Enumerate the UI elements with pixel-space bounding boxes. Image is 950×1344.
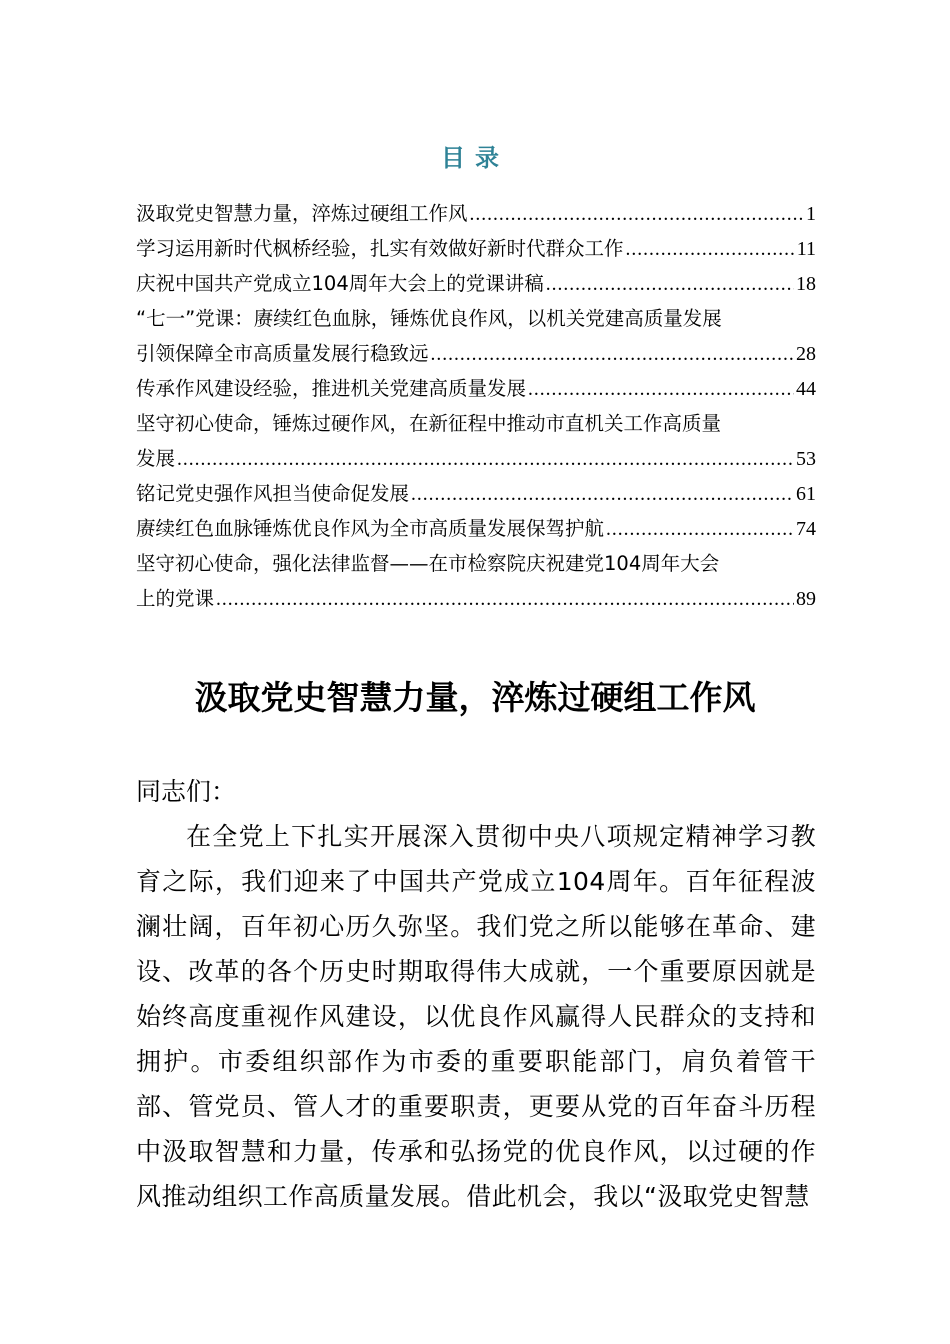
toc-dot-leader xyxy=(626,232,795,267)
toc-page-number: 53 xyxy=(796,448,816,470)
toc-entry-title: 赓续红色血脉锤炼优良作风为全市高质量发展保驾护航 xyxy=(136,517,605,540)
toc-page-number: 1 xyxy=(806,203,816,225)
toc-entry-title: “七一”党课：赓续红色血脉，锤炼优良作风，以机关党建高质量发展 xyxy=(136,307,722,330)
toc-entry[interactable] xyxy=(136,196,816,231)
toc-entry[interactable] xyxy=(136,476,816,511)
toc-entry-title: 上的党课 xyxy=(136,587,215,610)
toc-dot-leader xyxy=(470,197,804,232)
table-of-contents xyxy=(136,196,816,616)
toc-entry[interactable] xyxy=(136,266,816,301)
toc-entry[interactable] xyxy=(136,231,816,266)
toc-page-number: 44 xyxy=(796,378,816,400)
toc-entry-title: 铭记党史强作风担当使命促发展 xyxy=(136,482,410,505)
toc-entry-line xyxy=(136,476,816,511)
toc-entry-line xyxy=(136,441,816,476)
body-paragraph: 在全党上下扎实开展深入贯彻中央八项规定精神学习教育之际，我们迎来了中国共产党成立104周年。百年征程波澜壮阔，百年初心历久弥坚。我们党之所以能够在革命、建设、改革的各个历史时期取得伟大成就，一个重要原因就是始终高度重视作风建设，以优良作风赢得人民群众的支持和拥护。市委组织部作为市委的重要职能部门，肩负着管干部、管党员、管人才的重要职责，更要从党的百年奋斗历程中汲取智慧和力量，传承和弘扬党的优良作风，以过硬的作风推动组织工作高质量发展。借此机会，我以“汲取党史智慧 xyxy=(136,822,816,1211)
toc-entry-title: 传承作风建设经验，推进机关党建高质量发展 xyxy=(136,377,527,400)
toc-dot-leader xyxy=(431,337,794,372)
toc-entry-title: 坚守初心使命，强化法律监督——在市检察院庆祝建党104周年大会 xyxy=(136,552,720,575)
toc-entry-title: 汲取党史智慧力量，淬炼过硬组工作风 xyxy=(136,202,468,225)
toc-dot-leader xyxy=(546,267,794,302)
toc-entry-line xyxy=(136,196,816,231)
toc-dot-leader xyxy=(216,582,794,617)
toc-entry-title: 坚守初心使命，锤炼过硬作风，在新征程中推动市直机关工作高质量 xyxy=(136,412,722,435)
toc-entry[interactable] xyxy=(136,406,816,476)
toc-title: 目录 xyxy=(441,144,509,172)
toc-dot-leader xyxy=(177,442,794,477)
toc-dot-leader xyxy=(411,477,794,512)
toc-dot-leader xyxy=(606,512,794,547)
toc-entry[interactable] xyxy=(136,546,816,616)
toc-page-number: 74 xyxy=(796,518,816,540)
toc-entry-line xyxy=(136,231,816,266)
toc-entry-title: 引领保障全市高质量发展行稳致远 xyxy=(136,342,429,365)
toc-entry-line xyxy=(136,406,816,441)
toc-entry-line xyxy=(136,581,816,616)
toc-entry[interactable] xyxy=(136,371,816,406)
toc-entry-line xyxy=(136,336,816,371)
toc-entry-title: 发展 xyxy=(136,447,176,470)
salutation: 同志们： xyxy=(136,777,237,806)
toc-page-number: 28 xyxy=(796,343,816,365)
toc-entry-line xyxy=(136,546,816,581)
toc-entry-line xyxy=(136,266,816,301)
toc-entry-title: 学习运用新时代枫桥经验，扎实有效做好新时代群众工作 xyxy=(136,237,624,260)
toc-entry-line xyxy=(136,301,816,336)
toc-entry-title: 庆祝中国共产党成立104周年大会上的党课讲稿 xyxy=(136,272,544,295)
toc-page-number: 89 xyxy=(796,588,816,610)
toc-page-number: 61 xyxy=(796,483,816,505)
toc-entry[interactable] xyxy=(136,301,816,371)
toc-page-number: 18 xyxy=(796,273,816,295)
toc-entry-line xyxy=(136,511,816,546)
toc-entry[interactable] xyxy=(136,511,816,546)
toc-page-number: 11 xyxy=(796,238,816,260)
toc-entry-line xyxy=(136,371,816,406)
toc-dot-leader xyxy=(528,372,794,407)
article-title: 汲取党史智慧力量，淬炼过硬组工作风 xyxy=(194,678,756,717)
